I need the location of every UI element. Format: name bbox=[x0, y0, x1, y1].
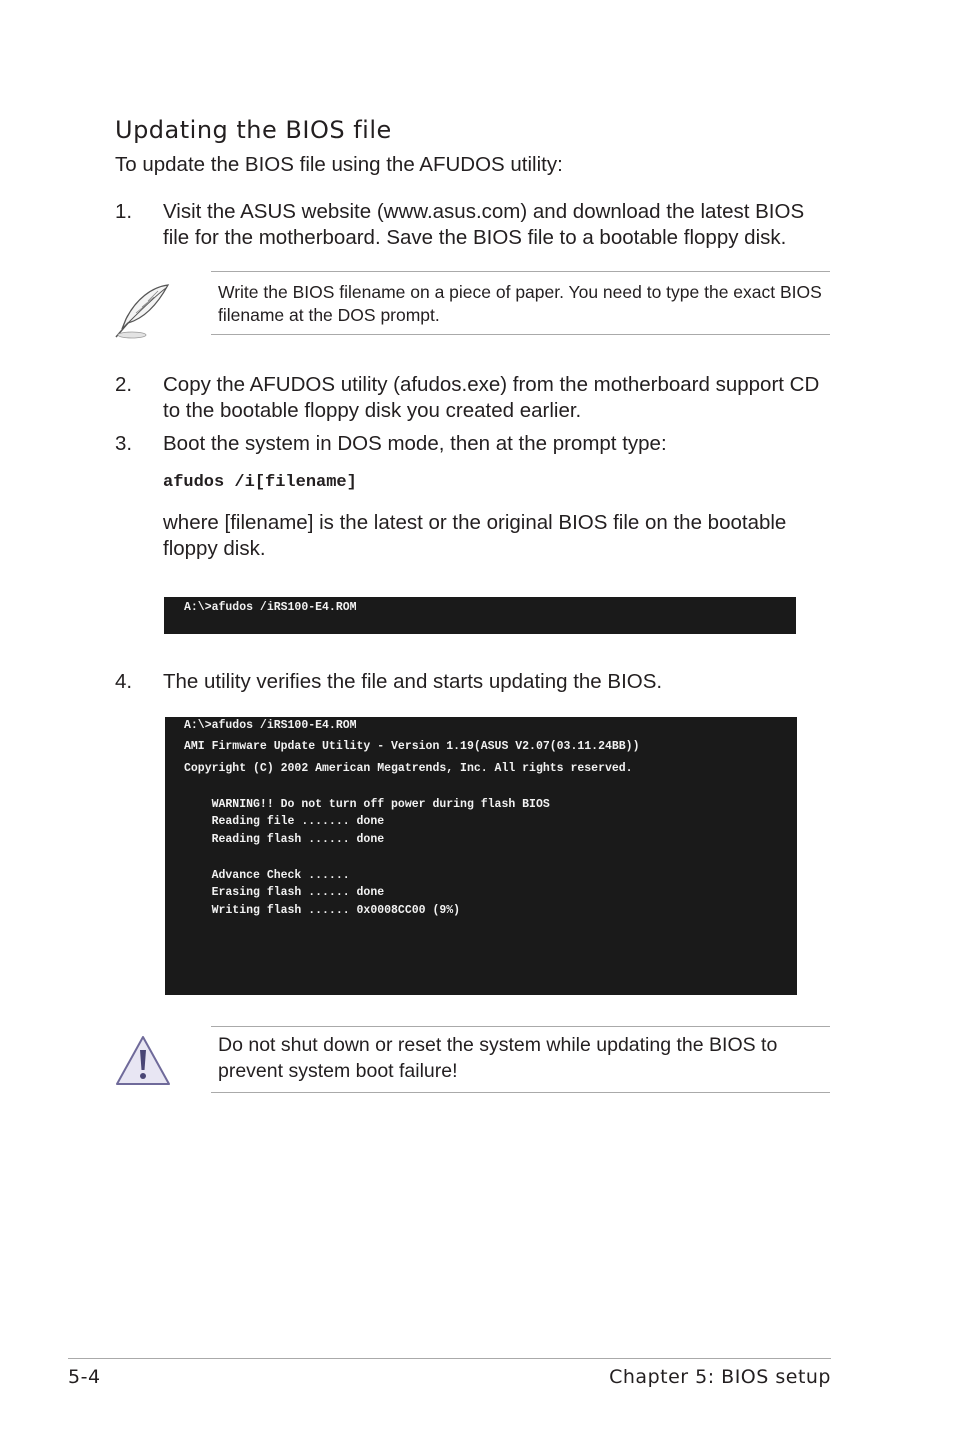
step-2-text: Copy the AFUDOS utility (afudos.exe) from the motherboard support CD to the bootable floppy disk you created earlier. bbox=[163, 373, 820, 422]
step-1-text: Visit the ASUS website (www.asus.com) and download the latest BIOS file for the motherboard. Save the BIOS file to a bootable floppy disk. bbox=[163, 200, 805, 249]
step-4-number: 4. bbox=[115, 670, 133, 693]
step-1-number: 1. bbox=[115, 200, 133, 223]
note-text: Write the BIOS filename on a piece of paper. You need to type the exact BIOS filename at the DOS prompt. bbox=[218, 282, 822, 325]
step-2-number: 2. bbox=[115, 373, 133, 396]
screen-line: A:\>afudos /iRS100-E4.ROM bbox=[184, 601, 357, 614]
command-explanation: where [filename] is the latest or the original BIOS file on the bootable floppy disk. bbox=[163, 511, 787, 560]
page-number: 5-4 bbox=[68, 1366, 101, 1388]
step-3-number: 3. bbox=[115, 432, 133, 455]
warning-text: Do not shut down or reset the system while updating the BIOS to prevent system boot failure! bbox=[218, 1034, 778, 1082]
footer-divider bbox=[68, 1358, 831, 1359]
screen-line: Advance Check ...... bbox=[184, 869, 350, 882]
warning-box bbox=[211, 1026, 830, 1093]
note-box bbox=[211, 271, 830, 335]
step-4-text: The utility verifies the file and starts updating the BIOS. bbox=[163, 670, 663, 693]
chapter-title: Chapter 5: BIOS setup bbox=[609, 1366, 831, 1388]
screen-line: Reading file ....... done bbox=[184, 815, 385, 828]
screen-line: WARNING!! Do not turn off power during flash BIOS bbox=[184, 798, 550, 811]
screen-line: Reading flash ...... done bbox=[184, 833, 385, 846]
dos-screen-flash-progress bbox=[165, 717, 797, 995]
screen-line: A:\>afudos /iRS100-E4.ROM bbox=[184, 719, 357, 732]
intro-text: To update the BIOS file using the AFUDOS utility: bbox=[115, 153, 563, 176]
screen-line: Writing flash ...... 0x0008CC00 (9%) bbox=[184, 904, 461, 917]
dos-screen-command bbox=[164, 597, 796, 634]
warning-triangle-icon bbox=[114, 1034, 172, 1088]
screen-line: AMI Firmware Update Utility - Version 1.19(ASUS V2.07(03.11.24BB)) bbox=[184, 740, 640, 753]
section-heading: Updating the BIOS file bbox=[115, 116, 392, 144]
step-3-text: Boot the system in DOS mode, then at the prompt type: bbox=[163, 432, 667, 455]
screen-line: Erasing flash ...... done bbox=[184, 886, 385, 899]
screen-line: Copyright (C) 2002 American Megatrends, Inc. All rights reserved. bbox=[184, 762, 633, 775]
feather-pen-icon bbox=[112, 279, 174, 341]
command-syntax: afudos /i[filename] bbox=[163, 473, 357, 492]
